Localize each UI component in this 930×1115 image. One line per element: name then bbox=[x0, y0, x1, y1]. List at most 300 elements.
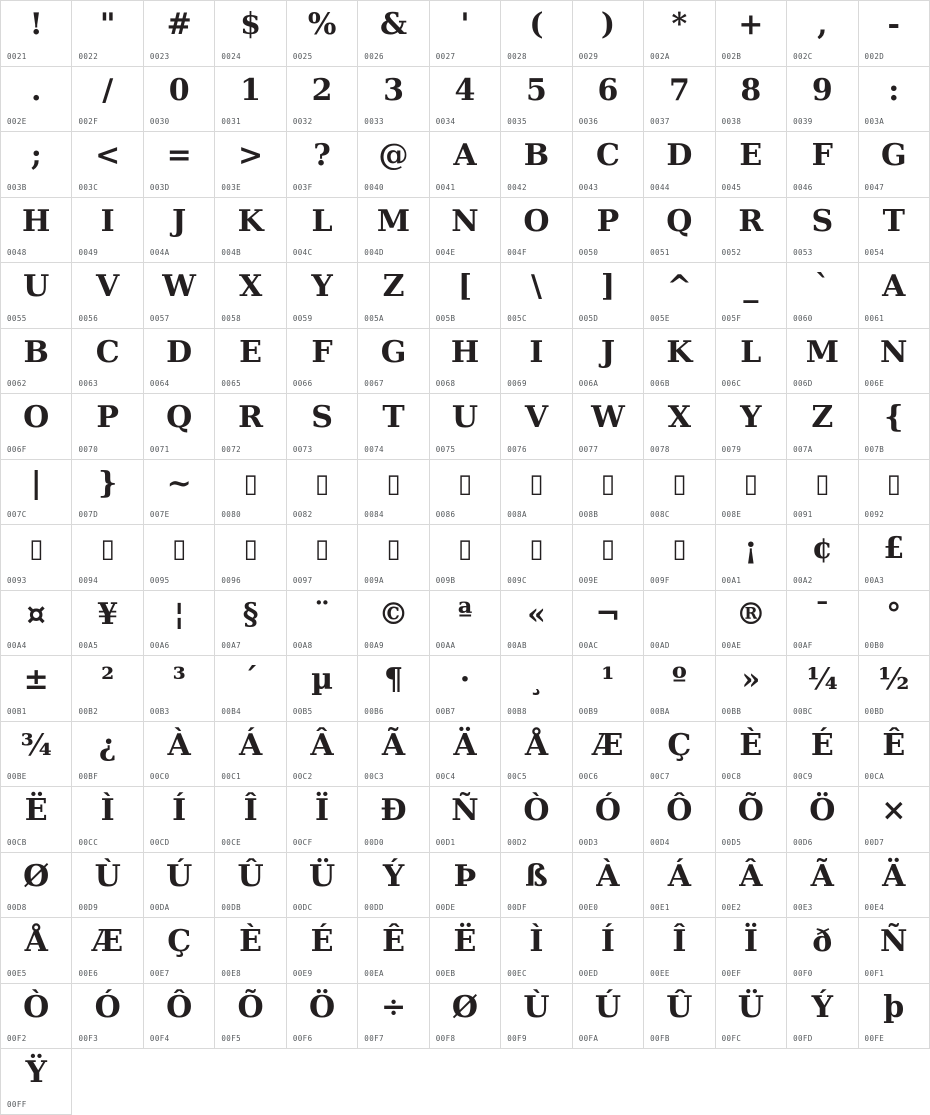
glyph-cell[interactable] bbox=[72, 263, 143, 329]
glyph-character: T bbox=[882, 203, 905, 239]
glyph-cell[interactable] bbox=[215, 67, 286, 133]
glyph-cell[interactable] bbox=[787, 591, 858, 657]
glyph-character: 1 bbox=[240, 72, 262, 108]
glyph-unicode-code: 004F bbox=[507, 248, 527, 257]
glyph-unicode-code: 0038 bbox=[721, 117, 742, 126]
glyph-cell[interactable] bbox=[1, 853, 72, 919]
glyph-cell[interactable] bbox=[358, 198, 429, 264]
glyph-unicode-code: 0056 bbox=[78, 313, 99, 323]
glyph-cell[interactable] bbox=[501, 984, 572, 1050]
glyph-cell[interactable] bbox=[644, 853, 715, 919]
glyph-cell[interactable] bbox=[72, 525, 143, 591]
glyph-cell[interactable] bbox=[144, 1, 215, 67]
glyph-cell[interactable] bbox=[859, 918, 930, 984]
glyph-cell[interactable] bbox=[144, 67, 215, 133]
glyph-cell[interactable] bbox=[501, 132, 572, 198]
glyph-unicode-code: 00D1 bbox=[435, 837, 456, 847]
glyph-cell[interactable] bbox=[716, 525, 787, 591]
glyph-cell[interactable] bbox=[859, 198, 930, 264]
glyph-cell[interactable] bbox=[358, 918, 429, 984]
glyph-cell[interactable] bbox=[144, 918, 215, 984]
glyph-character: ▯ bbox=[457, 534, 473, 564]
glyph-character: S bbox=[311, 400, 333, 435]
glyph-cell[interactable] bbox=[215, 853, 286, 919]
glyph-cell[interactable] bbox=[716, 460, 787, 526]
glyph-character: Ô bbox=[166, 989, 193, 1025]
glyph-character: £ bbox=[883, 531, 905, 566]
glyph-cell[interactable] bbox=[573, 329, 644, 395]
glyph-character: É bbox=[810, 727, 834, 763]
glyph-cell[interactable] bbox=[501, 198, 572, 264]
glyph-cell[interactable] bbox=[72, 67, 143, 133]
glyph-unicode-code: 005C bbox=[507, 313, 527, 323]
glyph-cell[interactable] bbox=[72, 460, 143, 526]
glyph-unicode-code: 0048 bbox=[7, 248, 27, 257]
glyph-cell[interactable] bbox=[358, 67, 429, 133]
glyph-cell[interactable] bbox=[644, 263, 715, 329]
glyph-cell[interactable] bbox=[430, 722, 501, 788]
glyph-cell[interactable] bbox=[716, 787, 787, 853]
glyph-cell[interactable] bbox=[287, 263, 358, 329]
glyph-character: » bbox=[741, 662, 761, 697]
glyph-cell[interactable] bbox=[144, 722, 215, 788]
glyph-unicode-code: 004D bbox=[364, 248, 384, 257]
glyph-character: È bbox=[739, 727, 763, 763]
glyph-unicode-code: 0082 bbox=[292, 510, 313, 519]
glyph-cell[interactable] bbox=[287, 67, 358, 133]
glyph-unicode-code: 002F bbox=[78, 117, 99, 126]
glyph-unicode-code: 00C4 bbox=[435, 772, 456, 781]
glyph-cell[interactable] bbox=[358, 263, 429, 329]
glyph-cell[interactable] bbox=[287, 853, 358, 919]
glyph-cell[interactable] bbox=[573, 656, 644, 722]
glyph-unicode-code: 0065 bbox=[221, 379, 242, 388]
glyph-cell[interactable] bbox=[72, 853, 143, 919]
glyph-unicode-code: 00D5 bbox=[721, 837, 742, 847]
glyph-character: ½ bbox=[878, 662, 910, 697]
glyph-cell[interactable] bbox=[1, 918, 72, 984]
glyph-cell[interactable] bbox=[215, 263, 286, 329]
glyph-cell[interactable] bbox=[1, 1049, 72, 1115]
glyph-cell[interactable] bbox=[287, 1, 358, 67]
glyph-cell[interactable] bbox=[144, 263, 215, 329]
glyph-cell[interactable] bbox=[144, 984, 215, 1050]
glyph-unicode-code: 00FC bbox=[721, 1034, 742, 1043]
glyph-unicode-code: 00D8 bbox=[7, 903, 27, 912]
glyph-cell[interactable] bbox=[358, 984, 429, 1050]
glyph-cell[interactable] bbox=[787, 918, 858, 984]
glyph-unicode-code: 00A1 bbox=[721, 575, 742, 585]
glyph-cell[interactable] bbox=[144, 460, 215, 526]
glyph-cell[interactable] bbox=[501, 263, 572, 329]
glyph-character: ▯ bbox=[600, 468, 616, 499]
glyph-cell[interactable] bbox=[573, 853, 644, 919]
glyph-character: § bbox=[242, 596, 259, 632]
glyph-cell[interactable] bbox=[501, 67, 572, 133]
glyph-cell[interactable] bbox=[358, 525, 429, 591]
glyph-cell[interactable] bbox=[72, 1, 143, 67]
glyph-cell[interactable] bbox=[644, 722, 715, 788]
glyph-cell[interactable] bbox=[644, 787, 715, 853]
glyph-cell[interactable] bbox=[430, 67, 501, 133]
glyph-cell[interactable] bbox=[72, 918, 143, 984]
glyph-cell[interactable] bbox=[358, 722, 429, 788]
glyph-unicode-code: 00A6 bbox=[149, 641, 170, 650]
glyph-character: D bbox=[666, 138, 693, 173]
glyph-cell[interactable] bbox=[358, 853, 429, 919]
glyph-cell[interactable] bbox=[787, 67, 858, 133]
glyph-cell[interactable] bbox=[144, 591, 215, 657]
glyph-cell[interactable] bbox=[287, 787, 358, 853]
glyph-character: Û bbox=[237, 858, 264, 894]
glyph-cell[interactable] bbox=[859, 591, 930, 657]
glyph-cell[interactable] bbox=[716, 853, 787, 919]
glyph-cell[interactable] bbox=[573, 263, 644, 329]
glyph-cell[interactable] bbox=[430, 198, 501, 264]
glyph-cell[interactable] bbox=[716, 67, 787, 133]
glyph-cell[interactable] bbox=[430, 263, 501, 329]
glyph-unicode-code: 0039 bbox=[793, 117, 813, 126]
glyph-cell[interactable] bbox=[215, 656, 286, 722]
glyph-cell[interactable] bbox=[573, 132, 644, 198]
glyph-cell[interactable] bbox=[287, 722, 358, 788]
glyph-character: Ü bbox=[308, 858, 336, 894]
glyph-cell[interactable] bbox=[72, 656, 143, 722]
glyph-cell[interactable] bbox=[787, 984, 858, 1050]
glyph-cell[interactable] bbox=[144, 329, 215, 395]
glyph-cell[interactable] bbox=[859, 984, 930, 1050]
glyph-cell[interactable] bbox=[287, 394, 358, 460]
glyph-unicode-code: 006A bbox=[578, 379, 599, 388]
glyph-cell[interactable] bbox=[144, 656, 215, 722]
glyph-cell[interactable] bbox=[716, 263, 787, 329]
glyph-cell[interactable] bbox=[573, 460, 644, 526]
glyph-character: Á bbox=[667, 858, 692, 894]
glyph-cell[interactable] bbox=[716, 198, 787, 264]
glyph-cell[interactable] bbox=[430, 394, 501, 460]
glyph-character: | bbox=[30, 465, 42, 501]
glyph-character: : bbox=[888, 72, 900, 108]
glyph-character: R bbox=[738, 203, 764, 239]
glyph-unicode-code: 0070 bbox=[78, 444, 99, 454]
glyph-character: Û bbox=[666, 989, 693, 1025]
glyph-cell[interactable] bbox=[787, 329, 858, 395]
glyph-cell[interactable] bbox=[144, 853, 215, 919]
glyph-unicode-code: 00F8 bbox=[435, 1034, 456, 1043]
glyph-cell[interactable] bbox=[215, 591, 286, 657]
glyph-character: Ñ bbox=[880, 924, 908, 959]
glyph-cell[interactable] bbox=[716, 918, 787, 984]
glyph-cell[interactable] bbox=[144, 198, 215, 264]
glyph-cell[interactable] bbox=[72, 132, 143, 198]
glyph-cell[interactable] bbox=[501, 787, 572, 853]
glyph-cell[interactable] bbox=[358, 132, 429, 198]
glyph-cell[interactable] bbox=[1, 722, 72, 788]
glyph-cell[interactable] bbox=[72, 787, 143, 853]
glyph-cell[interactable] bbox=[859, 132, 930, 198]
glyph-cell[interactable] bbox=[287, 984, 358, 1050]
glyph-cell[interactable] bbox=[287, 525, 358, 591]
glyph-cell[interactable] bbox=[430, 591, 501, 657]
glyph-cell[interactable] bbox=[644, 198, 715, 264]
glyph-character: Ö bbox=[309, 989, 336, 1025]
glyph-unicode-code: 00A2 bbox=[793, 575, 813, 585]
glyph-cell[interactable] bbox=[1, 132, 72, 198]
glyph-character: I bbox=[100, 203, 115, 239]
glyph-unicode-code: 0093 bbox=[7, 575, 27, 585]
glyph-cell[interactable] bbox=[501, 460, 572, 526]
glyph-cell[interactable] bbox=[859, 525, 930, 591]
glyph-cell[interactable] bbox=[716, 722, 787, 788]
glyph-cell[interactable] bbox=[1, 329, 72, 395]
glyph-cell[interactable] bbox=[72, 591, 143, 657]
glyph-cell[interactable] bbox=[430, 1, 501, 67]
glyph-cell[interactable] bbox=[501, 394, 572, 460]
glyph-cell[interactable] bbox=[1, 394, 72, 460]
glyph-cell[interactable] bbox=[859, 1, 930, 67]
glyph-cell[interactable] bbox=[573, 1, 644, 67]
glyph-cell[interactable] bbox=[215, 460, 286, 526]
glyph-cell[interactable] bbox=[501, 722, 572, 788]
glyph-unicode-code: 0022 bbox=[78, 51, 99, 61]
glyph-character: Ú bbox=[166, 858, 193, 894]
glyph-cell[interactable] bbox=[287, 918, 358, 984]
glyph-cell[interactable] bbox=[787, 198, 858, 264]
glyph-character: T bbox=[382, 400, 405, 435]
glyph-character: 8 bbox=[740, 72, 762, 108]
glyph-cell[interactable] bbox=[215, 722, 286, 788]
glyph-unicode-code: 0037 bbox=[650, 117, 670, 126]
glyph-cell[interactable] bbox=[859, 329, 930, 395]
glyph-cell[interactable] bbox=[859, 263, 930, 329]
glyph-cell[interactable] bbox=[501, 591, 572, 657]
glyph-cell[interactable] bbox=[358, 591, 429, 657]
glyph-cell[interactable] bbox=[1, 984, 72, 1050]
glyph-cell[interactable] bbox=[215, 1, 286, 67]
glyph-cell[interactable] bbox=[358, 787, 429, 853]
glyph-cell[interactable] bbox=[358, 460, 429, 526]
glyph-cell[interactable] bbox=[1, 460, 72, 526]
glyph-unicode-code: 0074 bbox=[364, 444, 384, 454]
glyph-character: Â bbox=[739, 858, 763, 894]
glyph-cell[interactable] bbox=[1, 67, 72, 133]
glyph-cell[interactable] bbox=[287, 591, 358, 657]
glyph-cell[interactable] bbox=[787, 722, 858, 788]
glyph-character: O bbox=[23, 400, 50, 435]
glyph-cell[interactable] bbox=[644, 394, 715, 460]
glyph-unicode-code: 0041 bbox=[435, 182, 456, 192]
glyph-cell[interactable] bbox=[644, 656, 715, 722]
glyph-unicode-code: 0064 bbox=[149, 379, 170, 388]
glyph-cell[interactable] bbox=[72, 722, 143, 788]
glyph-cell[interactable] bbox=[859, 787, 930, 853]
glyph-cell[interactable] bbox=[1, 263, 72, 329]
glyph-cell[interactable] bbox=[1, 591, 72, 657]
glyph-unicode-code: 009E bbox=[578, 575, 599, 585]
glyph-cell[interactable] bbox=[573, 198, 644, 264]
glyph-cell[interactable] bbox=[287, 198, 358, 264]
glyph-cell[interactable] bbox=[501, 853, 572, 919]
glyph-cell[interactable] bbox=[644, 918, 715, 984]
glyph-character: Y bbox=[311, 269, 333, 304]
glyph-unicode-code: 004E bbox=[435, 248, 456, 257]
glyph-character: ª bbox=[457, 596, 473, 632]
glyph-cell[interactable] bbox=[716, 656, 787, 722]
glyph-unicode-code: 003F bbox=[292, 182, 313, 192]
glyph-cell[interactable] bbox=[716, 1, 787, 67]
glyph-cell[interactable] bbox=[573, 918, 644, 984]
glyph-character: ¹ bbox=[601, 662, 615, 697]
glyph-cell[interactable] bbox=[787, 853, 858, 919]
glyph-cell[interactable] bbox=[215, 329, 286, 395]
glyph-cell[interactable] bbox=[501, 656, 572, 722]
glyph-unicode-code: 00EA bbox=[364, 968, 384, 978]
glyph-cell[interactable] bbox=[287, 132, 358, 198]
glyph-cell[interactable] bbox=[215, 787, 286, 853]
glyph-cell[interactable] bbox=[716, 591, 787, 657]
glyph-cell[interactable] bbox=[144, 394, 215, 460]
glyph-unicode-code: 00DB bbox=[221, 903, 242, 912]
glyph-cell[interactable] bbox=[787, 263, 858, 329]
glyph-cell[interactable] bbox=[787, 394, 858, 460]
glyph-cell[interactable] bbox=[644, 984, 715, 1050]
glyph-unicode-code: 00B2 bbox=[78, 706, 99, 716]
glyph-cell[interactable] bbox=[501, 1, 572, 67]
glyph-cell[interactable] bbox=[787, 525, 858, 591]
glyph-character: Ø bbox=[451, 989, 479, 1025]
glyph-cell[interactable] bbox=[859, 460, 930, 526]
glyph-cell[interactable] bbox=[716, 132, 787, 198]
glyph-cell[interactable] bbox=[1, 656, 72, 722]
glyph-cell[interactable] bbox=[716, 984, 787, 1050]
glyph-cell[interactable] bbox=[644, 67, 715, 133]
glyph-character: ¬ bbox=[595, 596, 621, 632]
glyph-unicode-code: 00D9 bbox=[78, 903, 99, 912]
glyph-cell[interactable] bbox=[859, 67, 930, 133]
glyph-cell[interactable] bbox=[787, 787, 858, 853]
glyph-character: * bbox=[671, 7, 688, 42]
glyph-cell[interactable] bbox=[573, 722, 644, 788]
glyph-character: ▯ bbox=[457, 468, 473, 499]
glyph-cell[interactable] bbox=[644, 132, 715, 198]
glyph-cell[interactable] bbox=[430, 984, 501, 1050]
glyph-cell[interactable] bbox=[72, 198, 143, 264]
glyph-unicode-code: 00EF bbox=[721, 968, 742, 978]
glyph-cell[interactable] bbox=[215, 394, 286, 460]
glyph-cell[interactable] bbox=[430, 853, 501, 919]
glyph-unicode-code: 00B0 bbox=[864, 641, 885, 650]
glyph-cell[interactable] bbox=[430, 787, 501, 853]
glyph-unicode-code: 00DE bbox=[435, 903, 456, 912]
glyph-cell[interactable] bbox=[72, 394, 143, 460]
glyph-character: Æ bbox=[92, 924, 124, 959]
glyph-cell[interactable] bbox=[430, 460, 501, 526]
glyph-unicode-code: 0073 bbox=[292, 444, 313, 454]
glyph-cell[interactable] bbox=[144, 787, 215, 853]
glyph-unicode-code: 006C bbox=[721, 379, 742, 388]
glyph-cell[interactable] bbox=[573, 67, 644, 133]
glyph-unicode-code: 0040 bbox=[364, 182, 384, 192]
glyph-unicode-code: 00AA bbox=[435, 641, 456, 650]
glyph-unicode-code: 00F3 bbox=[78, 1034, 99, 1043]
glyph-cell[interactable] bbox=[859, 394, 930, 460]
glyph-cell[interactable] bbox=[501, 329, 572, 395]
glyph-cell[interactable] bbox=[716, 394, 787, 460]
glyph-cell[interactable] bbox=[72, 984, 143, 1050]
glyph-cell[interactable] bbox=[215, 984, 286, 1050]
glyph-character: { bbox=[884, 400, 904, 435]
glyph-unicode-code: 003E bbox=[221, 182, 242, 192]
glyph-cell[interactable] bbox=[72, 329, 143, 395]
glyph-cell[interactable] bbox=[501, 918, 572, 984]
glyph-cell[interactable] bbox=[573, 591, 644, 657]
glyph-cell[interactable] bbox=[787, 132, 858, 198]
glyph-cell[interactable] bbox=[1, 1, 72, 67]
glyph-cell[interactable] bbox=[144, 132, 215, 198]
glyph-cell[interactable] bbox=[287, 460, 358, 526]
glyph-unicode-code: 0053 bbox=[793, 248, 813, 257]
glyph-cell[interactable] bbox=[644, 1, 715, 67]
glyph-cell[interactable] bbox=[573, 787, 644, 853]
glyph-cell[interactable] bbox=[644, 525, 715, 591]
glyph-cell[interactable] bbox=[430, 656, 501, 722]
glyph-cell[interactable] bbox=[430, 329, 501, 395]
glyph-cell[interactable] bbox=[430, 132, 501, 198]
glyph-cell[interactable] bbox=[358, 656, 429, 722]
glyph-cell[interactable] bbox=[573, 394, 644, 460]
glyph-cell[interactable] bbox=[1, 525, 72, 591]
glyph-cell[interactable] bbox=[358, 329, 429, 395]
glyph-unicode-code: 0032 bbox=[292, 117, 313, 126]
glyph-unicode-code: 00AE bbox=[721, 641, 742, 650]
glyph-cell[interactable] bbox=[358, 394, 429, 460]
glyph-character: @ bbox=[378, 138, 409, 173]
glyph-cell[interactable] bbox=[787, 460, 858, 526]
glyph-cell[interactable] bbox=[501, 525, 572, 591]
glyph-cell[interactable] bbox=[215, 198, 286, 264]
glyph-cell[interactable] bbox=[430, 918, 501, 984]
glyph-character: ] bbox=[600, 269, 616, 304]
glyph-cell[interactable] bbox=[358, 1, 429, 67]
glyph-cell[interactable] bbox=[859, 722, 930, 788]
glyph-character: ÷ bbox=[380, 989, 407, 1025]
glyph-cell[interactable] bbox=[716, 329, 787, 395]
glyph-cell[interactable] bbox=[573, 984, 644, 1050]
glyph-cell[interactable] bbox=[215, 132, 286, 198]
glyph-cell[interactable] bbox=[644, 591, 715, 657]
glyph-cell[interactable] bbox=[430, 525, 501, 591]
glyph-cell[interactable] bbox=[215, 918, 286, 984]
glyph-cell[interactable] bbox=[644, 329, 715, 395]
glyph-cell[interactable] bbox=[1, 198, 72, 264]
glyph-cell[interactable] bbox=[1, 787, 72, 853]
glyph-cell[interactable] bbox=[787, 656, 858, 722]
glyph-cell[interactable] bbox=[287, 329, 358, 395]
glyph-character: Ð bbox=[380, 793, 407, 828]
glyph-cell[interactable] bbox=[787, 1, 858, 67]
glyph-character: Ê bbox=[382, 924, 405, 959]
glyph-unicode-code: 00D4 bbox=[650, 837, 670, 847]
glyph-cell[interactable] bbox=[287, 656, 358, 722]
glyph-cell[interactable] bbox=[859, 656, 930, 722]
glyph-cell[interactable] bbox=[859, 853, 930, 919]
glyph-cell[interactable] bbox=[144, 525, 215, 591]
glyph-cell[interactable] bbox=[573, 525, 644, 591]
glyph-cell[interactable] bbox=[215, 525, 286, 591]
glyph-character: U bbox=[23, 269, 50, 304]
glyph-character: ¼ bbox=[806, 662, 838, 697]
glyph-cell[interactable] bbox=[644, 460, 715, 526]
